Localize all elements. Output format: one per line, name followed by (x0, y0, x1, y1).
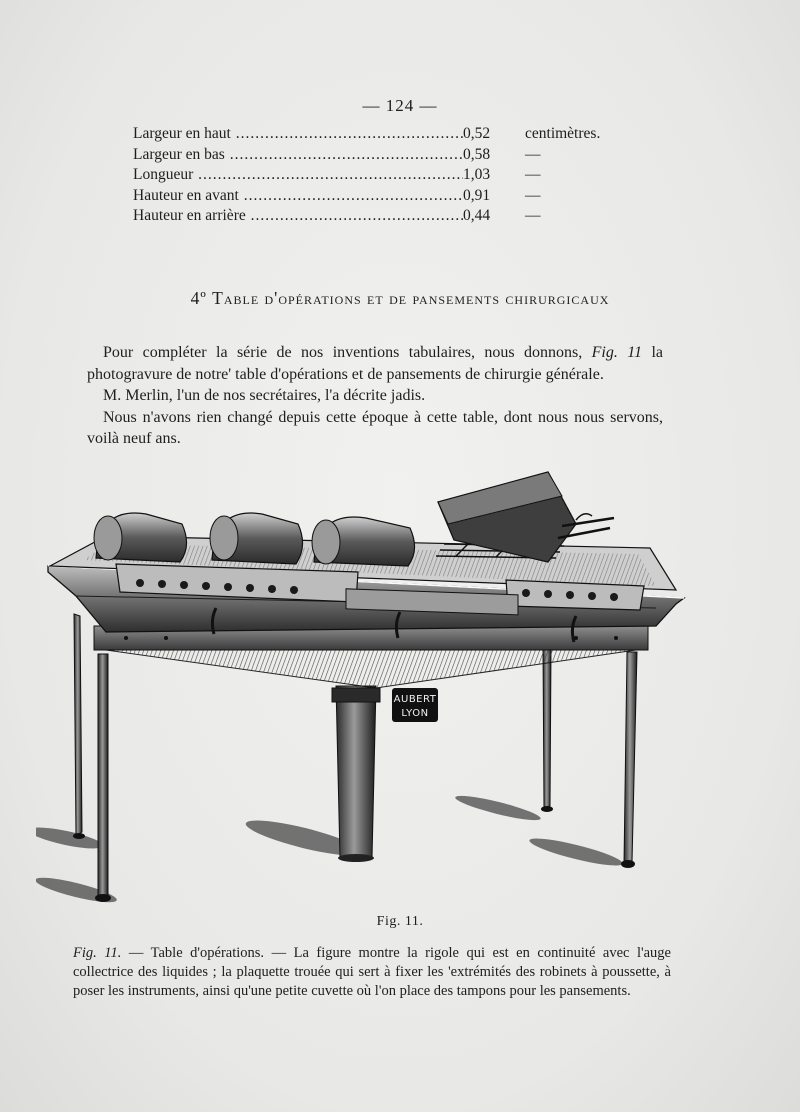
central-pedestal (332, 686, 380, 862)
figure-reference: Fig. 11 (591, 344, 643, 361)
paragraph (87, 385, 663, 407)
lower-frame (94, 626, 648, 688)
dimension-row (133, 165, 613, 186)
dimension-label: Hauteur en avant ..... (133, 186, 463, 207)
section-heading (0, 288, 800, 309)
figure-legend-ref: Fig. 11. (73, 945, 122, 961)
dimension-value: 0,44 (463, 207, 491, 224)
dimension-row (133, 124, 613, 145)
section-title: Table d'opérations et de pansements chirurgicaux (212, 288, 610, 308)
dimension-row (133, 206, 613, 227)
floor-shadows (36, 792, 624, 906)
dimension-value: 0,52 (463, 125, 491, 142)
cylinder-cushions (94, 513, 415, 566)
paragraph (87, 407, 663, 450)
dimension-value: 1,03 (463, 166, 491, 183)
dimension-unit: — (525, 207, 541, 224)
page-number: — 124 — (362, 96, 438, 115)
dimension-row (133, 145, 613, 166)
dimension-label: Largeur en bas ..... (133, 145, 463, 166)
dimension-label: Largeur en haut ..... (133, 124, 463, 145)
figure-legend (73, 944, 671, 1001)
maker-plate-line1: AUBERT (393, 694, 437, 705)
paragraph-text: la photogravure de notre' table d'opérations et de pansements de chirurgie générale. (87, 344, 663, 383)
maker-plate (392, 688, 438, 722)
paragraph-text: Nous n'avons rien changé depuis cette époque à cette table, dont nous nous servons, voilà neuf ans. (87, 408, 663, 447)
dimension-unit: — (525, 166, 541, 183)
dimension-value: 0,58 (463, 145, 491, 163)
paragraph-text: M. Merlin, l'un de nos secrétaires, l'a décrite jadis. (103, 387, 426, 404)
dimension-row (133, 186, 613, 207)
dimensions-list (133, 124, 613, 227)
paragraph-text: Pour compléter la série de nos inventions tabulaires, nous donnons, (103, 344, 592, 361)
maker-plate-line2: LYON (401, 708, 429, 719)
dimension-unit: centimètres. (525, 125, 601, 142)
dimension-unit: — (525, 186, 541, 204)
figure-label: Fig. 11. (376, 914, 424, 929)
body-text (87, 342, 663, 450)
dimension-label: Hauteur en arrière ..... (133, 206, 463, 227)
operating-table-engraving (36, 466, 696, 906)
section-number: 4º (190, 288, 207, 308)
dimension-unit: — (525, 145, 541, 163)
figure-legend-text: — Table d'opérations. — La figure montre la rigole qui est en continuité avec l'auge collectrice des liquides ; la plaquette trouée qui sert à fixer les 'extrémités des robinets à poussette, à poser les instruments, ainsi qu'une petite cuvette où l'on place des tampons pour les pansements. (73, 945, 671, 999)
dimension-value: 0,91 (463, 186, 491, 204)
paragraph (87, 342, 663, 385)
dimension-label: Longueur ..... (133, 165, 463, 186)
